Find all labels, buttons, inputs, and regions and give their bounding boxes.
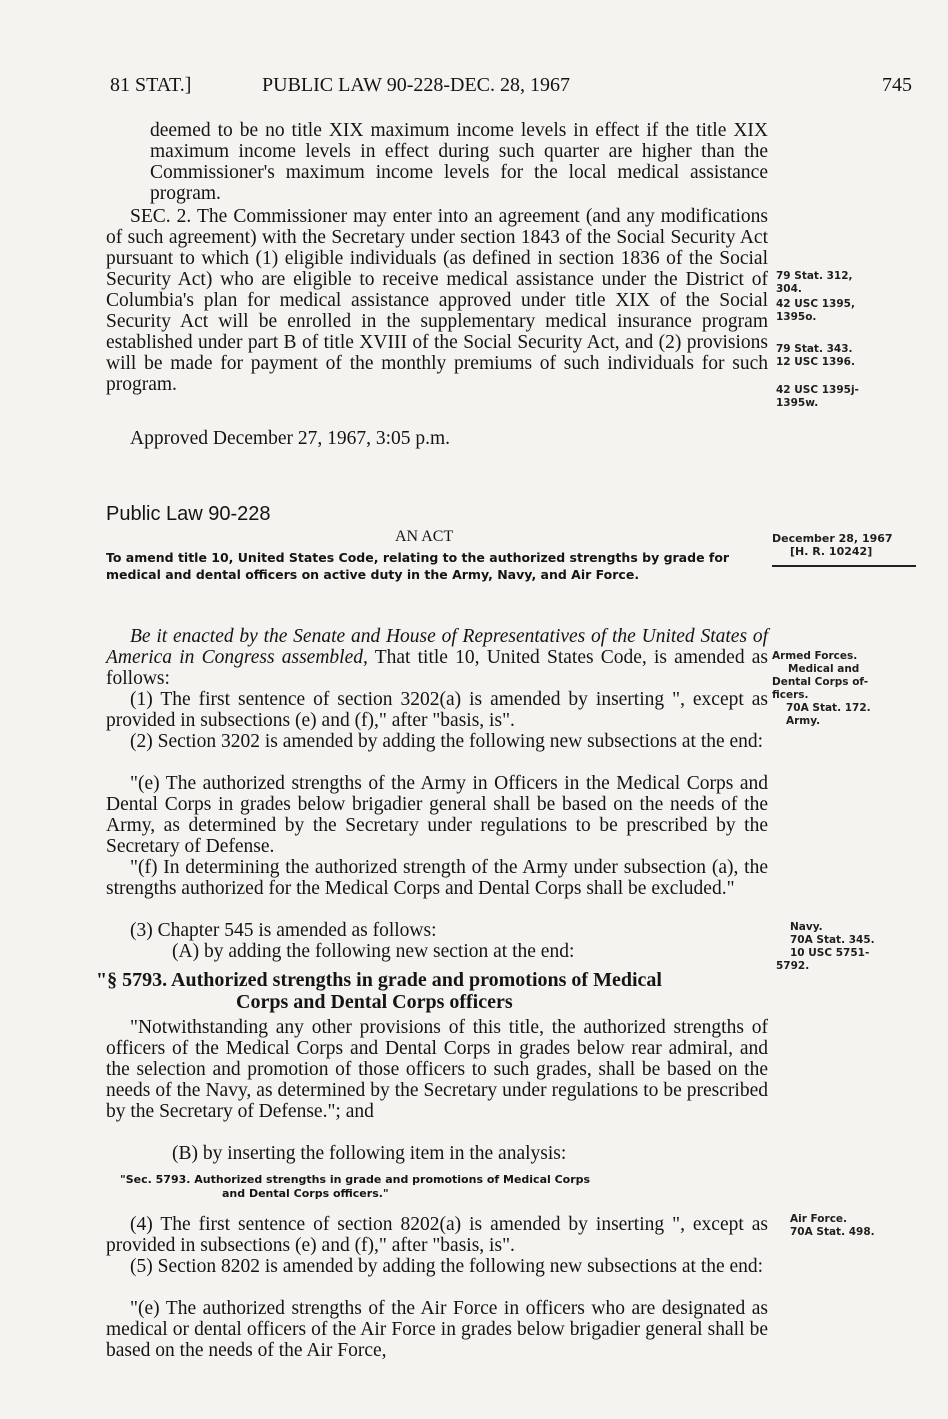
enacting-clause-italic: Be it enacted by the Senate and House of Representatives of the United States of America in Congress assembled, [106, 626, 768, 668]
amendment-item-1: (1) The first sentence of section 3202(a) is amended by inserting ", except as provided in subsections (e) and (f)," after "basis, is". [106, 689, 768, 731]
army-subsection-f: "(f) In determining the authorized strength of the Army under subsection (a), the strengths authorized for the Medical Corps and Dental Corps shall be excluded." [106, 857, 768, 899]
running-head-left: 81 STAT.] [110, 74, 192, 96]
margin-note-79-stat-343: 79 Stat. 343. 12 USC 1396. [776, 343, 855, 368]
act-purpose: To amend title 10, United States Code, relating to the authorized strengths by grade for medical and dental officers on active duty in the Army, Navy, and Air Force. [106, 550, 730, 582]
army-subsection-e: "(e) The authorized strengths of the Army in Officers in the Medical Corps and Dental Corps in grades below brigadier general shall be based on the needs of the Army, as determined by the Secretary under regulations to be prescribed by the Secretary of Defense. [106, 773, 768, 857]
amendment-item-4: (4) The first sentence of section 8202(a) is amended by inserting ", except as provided in subsections (e) and (f)," after "basis, is". [106, 1214, 768, 1256]
amendment-item-3: (3) Chapter 545 is amended as follows: [130, 920, 437, 941]
margin-note-navy: Navy. 70A Stat. 345. 10 USC 5751- 5792. [776, 921, 875, 972]
page-number: 745 [882, 74, 912, 96]
margin-note-42-usc-1395: 42 USC 1395, 1395o. [776, 298, 855, 323]
approval-statement: Approved December 27, 1967, 3:05 p.m. [130, 428, 451, 449]
margin-note-armed-forces: Armed Forces. Medical and Dental Corps of- ficers. 70A Stat. 172. Army. [772, 650, 871, 727]
analysis-item-line2: and Dental Corps officers." [222, 1187, 389, 1200]
section-label: SEC. 2. [130, 206, 192, 227]
date-note-rule [772, 565, 916, 567]
margin-note-42-usc-1395j: 42 USC 1395j- 1395w. [776, 384, 859, 409]
section-5793-text: "Notwithstanding any other provisions of this title, the authorized strengths of officers of the Medical Corps and Dental Corps in grades below rear admiral, and the selection and promotion of those officers to such grades, shall be based on the needs of the Navy, as determined by the Secretary under regulations to be prescribed by the Secretary of Defense."; and [106, 1017, 768, 1122]
section-5793-heading-line2: Corps and Dental Corps officers [236, 991, 513, 1013]
enacting-clause [106, 626, 768, 689]
section-2-text: The Commissioner may enter into an agreement (and any modifications of such agreement) with the Secretary under section 1843 of the Social Security Act pursuant to which (1) eligible individuals (as defined in section 1836 of the Social Security Act) who are eligible to receive medical assistance under the District of Columbia's plan for medical assistance approved under title XIX of the Social Security Act will be enrolled in the supplementary medical insurance program established under part B of title XVIII of the Social Security Act, and (2) provisions will be made for payment of the monthly premiums of such individuals for such program. [106, 206, 768, 395]
continuation-paragraph: deemed to be no title XIX maximum income levels in effect if the title XIX maximum income levels in effect during such quarter are higher than the Commissioner's maximum income levels for the local medical assistance program. [150, 120, 768, 204]
law-title: Public Law 90-228 [106, 503, 271, 525]
enacting-clause-rest: That title 10, United States Code, is amended as follows: [106, 647, 769, 689]
section-5793-heading-line1: "§ 5793. Authorized strengths in grade and promotions of Medical [96, 969, 662, 991]
margin-note-air-force: Air Force. 70A Stat. 498. [790, 1213, 875, 1238]
margin-note-date: December 28, 1967 [H. R. 10242] [772, 532, 893, 558]
margin-note-79-stat-312: 79 Stat. 312, 304. [776, 270, 853, 295]
an-act-heading: AN ACT [395, 528, 454, 545]
section-2-paragraph [106, 206, 768, 395]
analysis-item-line1: "Sec. 5793. Authorized strengths in grade and promotions of Medical Corps [120, 1173, 591, 1186]
running-head-title: PUBLIC LAW 90-228-DEC. 28, 1967 [262, 74, 571, 96]
air-force-subsection-e: "(e) The authorized strengths of the Air Force in officers who are designated as medical or dental officers of the Air Force in grades below brigadier general shall be based on the needs of the Air Force, [106, 1298, 768, 1361]
amendment-item-3a: (A) by adding the following new section at the end: [172, 941, 575, 962]
amendment-item-5: (5) Section 8202 is amended by adding the following new subsections at the end: [130, 1256, 764, 1277]
amendment-item-2: (2) Section 3202 is amended by adding the following new subsections at the end: [130, 731, 764, 752]
amendment-item-3b: (B) by inserting the following item in the analysis: [172, 1143, 567, 1164]
